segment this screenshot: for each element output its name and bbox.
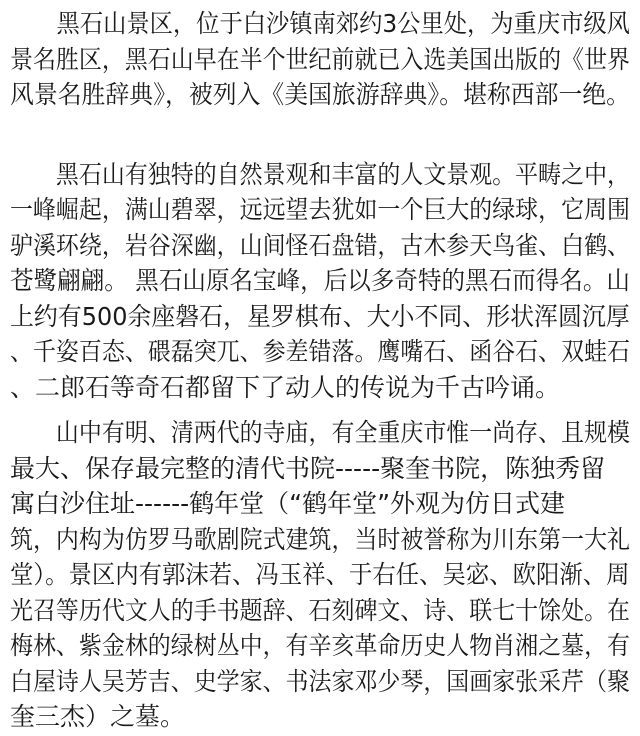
text-line: 驴溪环绕，岩谷深幽，山间怪石盘错，古木参天鸟雀、白鹤、 [10, 231, 631, 260]
text-line: 苍鹭翩翩。 黑石山原名宝峰，后以多奇特的黑石而得名。山 [10, 266, 630, 295]
text-line: 筑，内构为仿罗马歌剧院式建筑，当时被誉称为川东第一大礼 [10, 525, 631, 554]
text-line: 黑石山有独特的自然景观和丰富的人文景观。平畴之中， [10, 160, 631, 189]
text-line: 奎三杰）之墓。 [10, 702, 186, 731]
text-line: 上约有500余座磐石，星罗棋布、大小不同、形状浑圆沉厚 [10, 302, 630, 331]
text-line: 风景名胜辞典》，被列入《美国旅游辞典》。堪称西部一绝。 [10, 80, 631, 109]
text-line: 白屋诗人吴芳吉、史学家、书法家邓少琴，国画家张采芹（聚 [10, 667, 631, 696]
text-line: 一峰崛起，满山碧翠，远远望去犹如一个巨大的绿球，它周围 [10, 195, 631, 224]
text-line: 寓白沙住址------鹤年堂（“鹤年堂”外观为仿日式建 [10, 489, 566, 518]
text-line: 景名胜区，黑石山早在半个世纪前就已入选美国出版的《世界 [10, 45, 631, 74]
text-line: 最大、保存最完整的清代书院-----聚奎书院，陈独秀留 [10, 454, 606, 483]
text-line: 黑石山景区，位于白沙镇南郊约3公里处，为重庆市级风 [10, 9, 630, 38]
text-line: 光召等历代文人的手书题辞、石刻碑文、诗、联七十馀处。在 [10, 596, 631, 625]
text-line: 梅林、紫金林的绿树丛中，有辛亥革命历史人物肖湘之墓，有 [10, 631, 631, 660]
text-line: 山中有明、清两代的寺庙，有全重庆市惟一尚存、且规模 [10, 418, 631, 447]
text-line: 、二郎石等奇石都留下了动人的传说为千古吟诵。 [10, 373, 561, 402]
text-line: 堂）。景区内有郭沫若、冯玉祥、于右任、吴宓、欧阳渐、周 [10, 560, 630, 589]
text-line: 、千姿百态、碨磊突兀、参差错落。鹰嘴石、函谷石、双蛙石 [10, 337, 631, 366]
